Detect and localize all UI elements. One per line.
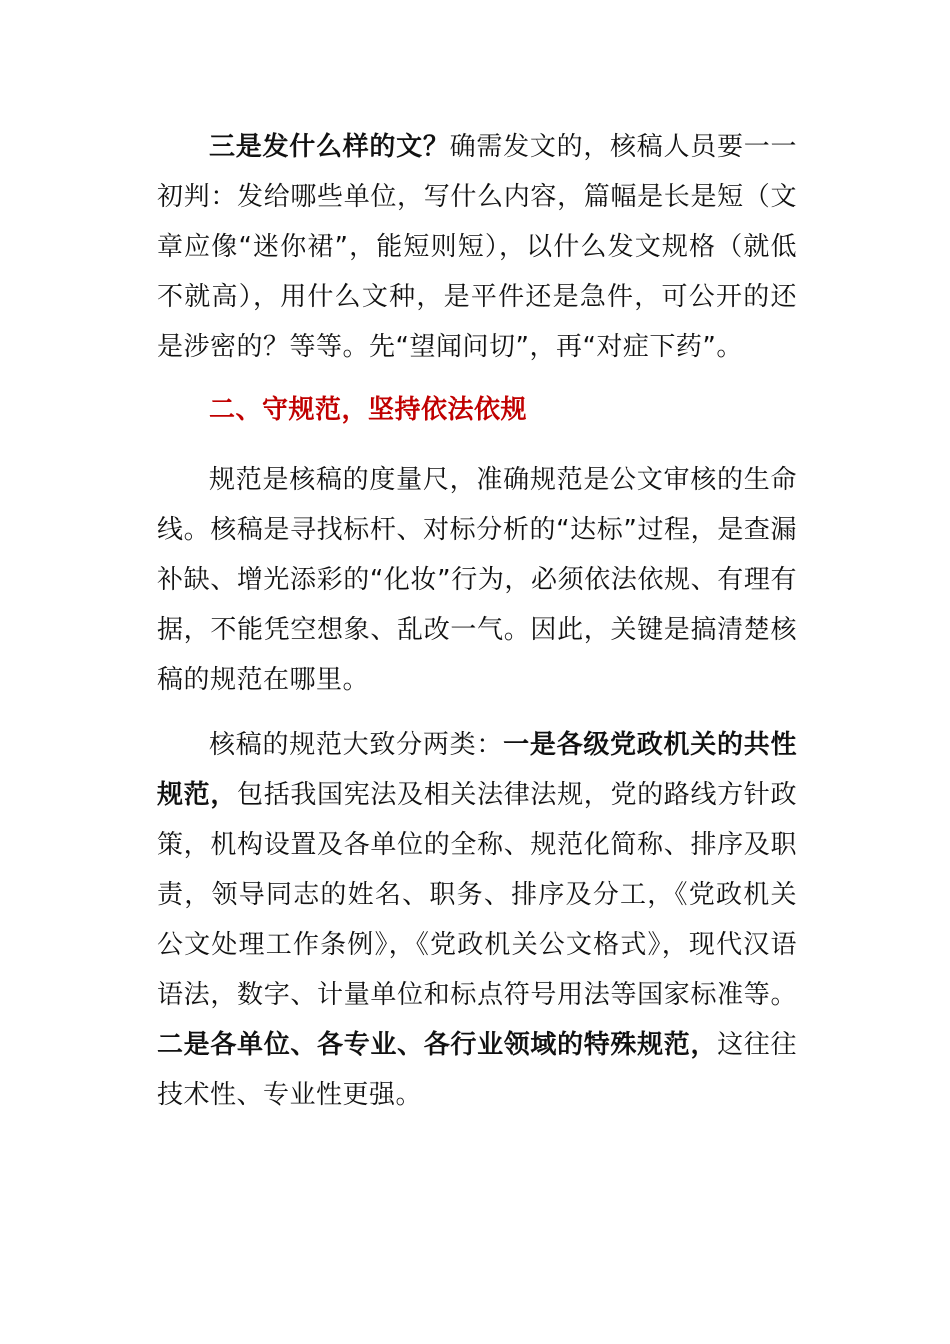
paragraph-text: 规范是核稿的度量尺，准确规范是公文审核的生命线。核稿是寻找标杆、对标分析的“达标”过程，是查漏补缺、增光添彩的“化妆”行为，必须依法依规、有理有据，不能凭空想象、乱改一气。因此，关键是搞清楚核稿的规范在哪里。: [157, 465, 797, 695]
paragraph-three-issue: [157, 122, 797, 372]
paragraph-norms-categories: [157, 720, 797, 1120]
paragraph-intro: 核稿的规范大致分两类：: [209, 730, 504, 760]
paragraph-norms-definition: [157, 455, 797, 705]
category-two-text: 这往往技术性、专业性更强。: [157, 1030, 797, 1110]
category-one-text: 包括我国宪法及相关法律法规，党的路线方针政策，机构设置及各单位的全称、规范化简称、排序及职责，领导同志的姓名、职务、排序及分工，《党政机关公文处理工作条例》，《党政机关公文格式》，现代汉语语法，数字、计量单位和标点符号用法等国家标准等。: [157, 780, 797, 1010]
paragraph-text: 确需发文的，核稿人员要一一初判：发给哪些单位，写什么内容，篇幅是长是短（文章应像“迷你裙”，能短则短），以什么发文规格（就低不就高），用什么文种，是平件还是急件，可公开的还是涉密的？等等。先“望闻问切”，再“对症下药”。: [157, 132, 797, 362]
paragraph-lead-bold: 三是发什么样的文？: [209, 132, 450, 162]
category-one-bold: 一是各级党政机关的共性规范，: [157, 730, 797, 810]
category-two-bold: 二是各单位、各专业、各行业领域的特殊规范，: [157, 1030, 718, 1060]
section-heading: 二、守规范，坚持依法依规: [209, 395, 528, 425]
